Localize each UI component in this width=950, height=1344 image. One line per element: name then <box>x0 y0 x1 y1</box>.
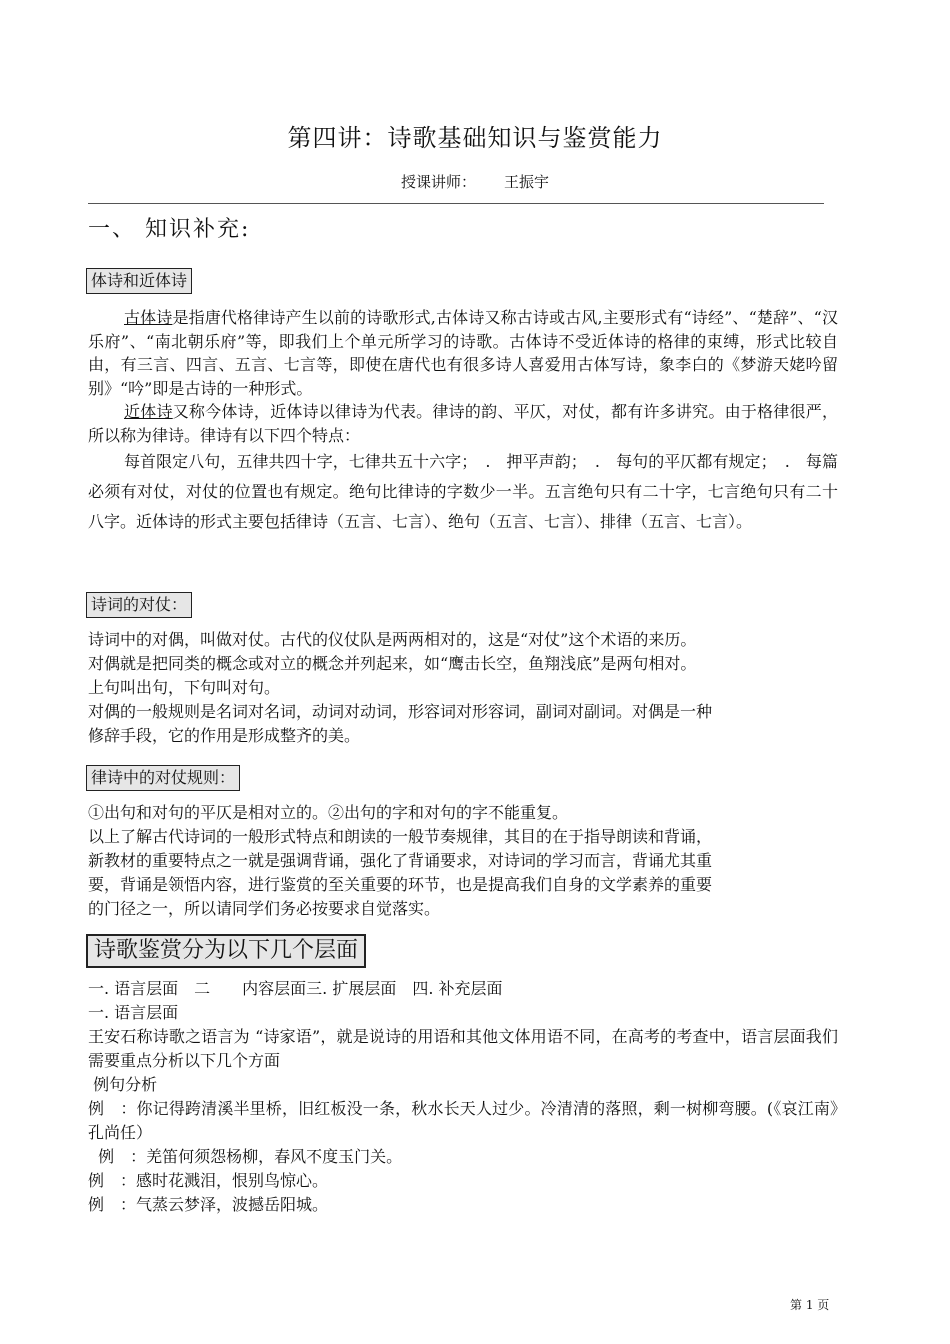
term-modern-poetry: 近体诗 <box>124 402 173 421</box>
paragraph-regulated-verse-features: 每首限定八句，五律共四十字，七律共五十六字； . 押平声韵； . 每句的平仄都有规定； . 每篇必须有对仗，对仗的位置也有规定。绝句比律诗的字数少一半。五言绝句只有二十字，七言绝句只有二十八字。近体诗的形式主要包括律诗（五言、七言）、绝句（五言、七言）、排律（五言、七言）。 <box>88 452 838 531</box>
example-line: 例 ：气蒸云梦泽，波撼岳阳城。 <box>88 1195 329 1214</box>
page-title: 第四讲：诗歌基础知识与鉴赏能力 <box>287 124 663 152</box>
paragraph-ancient-poetry: 古体诗是指唐代格律诗产生以前的诗歌形式,古体诗又称古诗或古风,主要形式有“诗经”、“楚辞”、“汉乐府”、“南北朝乐府”等，即我们上个单元所学习的诗歌。古体诗不受近体诗的格律的束缚，形式比较自由，有三言、四言、五言、七言等，即使在唐代也有很多诗人喜爱用古体写诗，象李白的《梦游天姥吟留别》“吟”即是古诗的一种形式。 <box>88 308 838 398</box>
term-ancient-poetry: 古体诗 <box>124 308 173 327</box>
text-line: 上句叫出句，下句叫对句。 <box>88 678 281 697</box>
text-line: 要，背诵是领悟内容，进行鉴赏的至关重要的环节，也是提高我们自身的文学素养的重要 <box>88 875 713 894</box>
box-heading-appreciation-levels: 诗歌鉴赏分为以下几个层面 <box>86 934 366 968</box>
example-line: 例 ：你记得跨清溪半里桥，旧红板没一条，秋水长天人过少。冷清清的落照，剩一树柳弯腰。(《哀江南》孔尚任） <box>88 1099 838 1142</box>
text-line: 对偶的一般规则是名词对名词，动词对动词，形容词对形容词，副词对副词。对偶是一种 <box>88 702 713 721</box>
sub-heading-language-level: 一. 语言层面 <box>88 1003 179 1022</box>
appreciation-levels-section <box>88 977 838 1217</box>
header-divider <box>88 203 824 204</box>
ancient-poetry-section <box>88 306 838 537</box>
levels-summary: 一. 语言层面 二 内容层面三. 扩展层面 四. 补充层面 <box>88 979 503 998</box>
example-line: 例 ：感时花溅泪，恨别鸟惊心。 <box>88 1171 329 1190</box>
example-line: 例 ：羌笛何须怨杨柳，春风不度玉门关。 <box>88 1147 403 1166</box>
antithesis-rules-section <box>88 801 838 921</box>
lecturer-name: 王振宇 <box>504 173 550 191</box>
paragraph-modern-poetry: 近体诗又称今体诗，近体诗以律诗为代表。律诗的韵、平仄，对仗，都有许多讲究。由于格律很严，所以称为律诗。律诗有以下四个特点： <box>88 402 838 445</box>
text-line: 以上了解古代诗词的一般形式特点和朗读的一般节奏规律，其目的在于指导朗读和背诵， <box>88 827 713 846</box>
box-heading-antithesis: 诗词的对仗： <box>86 592 192 618</box>
paragraph-poet-language: 王安石称诗歌之语言为 “诗家语”，就是说诗的用语和其他文体用语不同，在高考的考查中，语言层面我们需要重点分析以下几个方面 <box>88 1027 838 1070</box>
text-line: 对偶就是把同类的概念或对立的概念并列起来，如“鹰击长空，鱼翔浅底”是两句相对。 <box>88 654 697 673</box>
lecturer-line <box>0 171 950 192</box>
box-heading-antithesis-rules: 律诗中的对仗规则： <box>86 765 240 791</box>
box-heading-ancient-poetry: 体诗和近体诗 <box>86 268 192 294</box>
text-line: 新教材的重要特点之一就是强调背诵，强化了背诵要求，对诗词的学习而言，背诵尤其重 <box>88 851 713 870</box>
page-number: 第 1 页 <box>790 1298 830 1312</box>
text-line: 修辞手段，它的作用是形成整齐的美。 <box>88 726 361 745</box>
text-line: 的门径之一，所以请同学们务必按要求自觉落实。 <box>88 899 441 918</box>
example-heading: 例句分析 <box>88 1075 158 1094</box>
antithesis-section <box>88 628 838 748</box>
section-heading-knowledge: 一、 知识补充: <box>88 217 251 242</box>
lecturer-label: 授课讲师： <box>400 173 476 191</box>
text-line: ①出句和对句的平仄是相对立的。②出句的字和对句的字不能重复。 <box>88 803 569 822</box>
text-line: 诗词中的对偶，叫做对仗。古代的仪仗队是两两相对的，这是“对仗”这个术语的来历。 <box>88 630 697 649</box>
